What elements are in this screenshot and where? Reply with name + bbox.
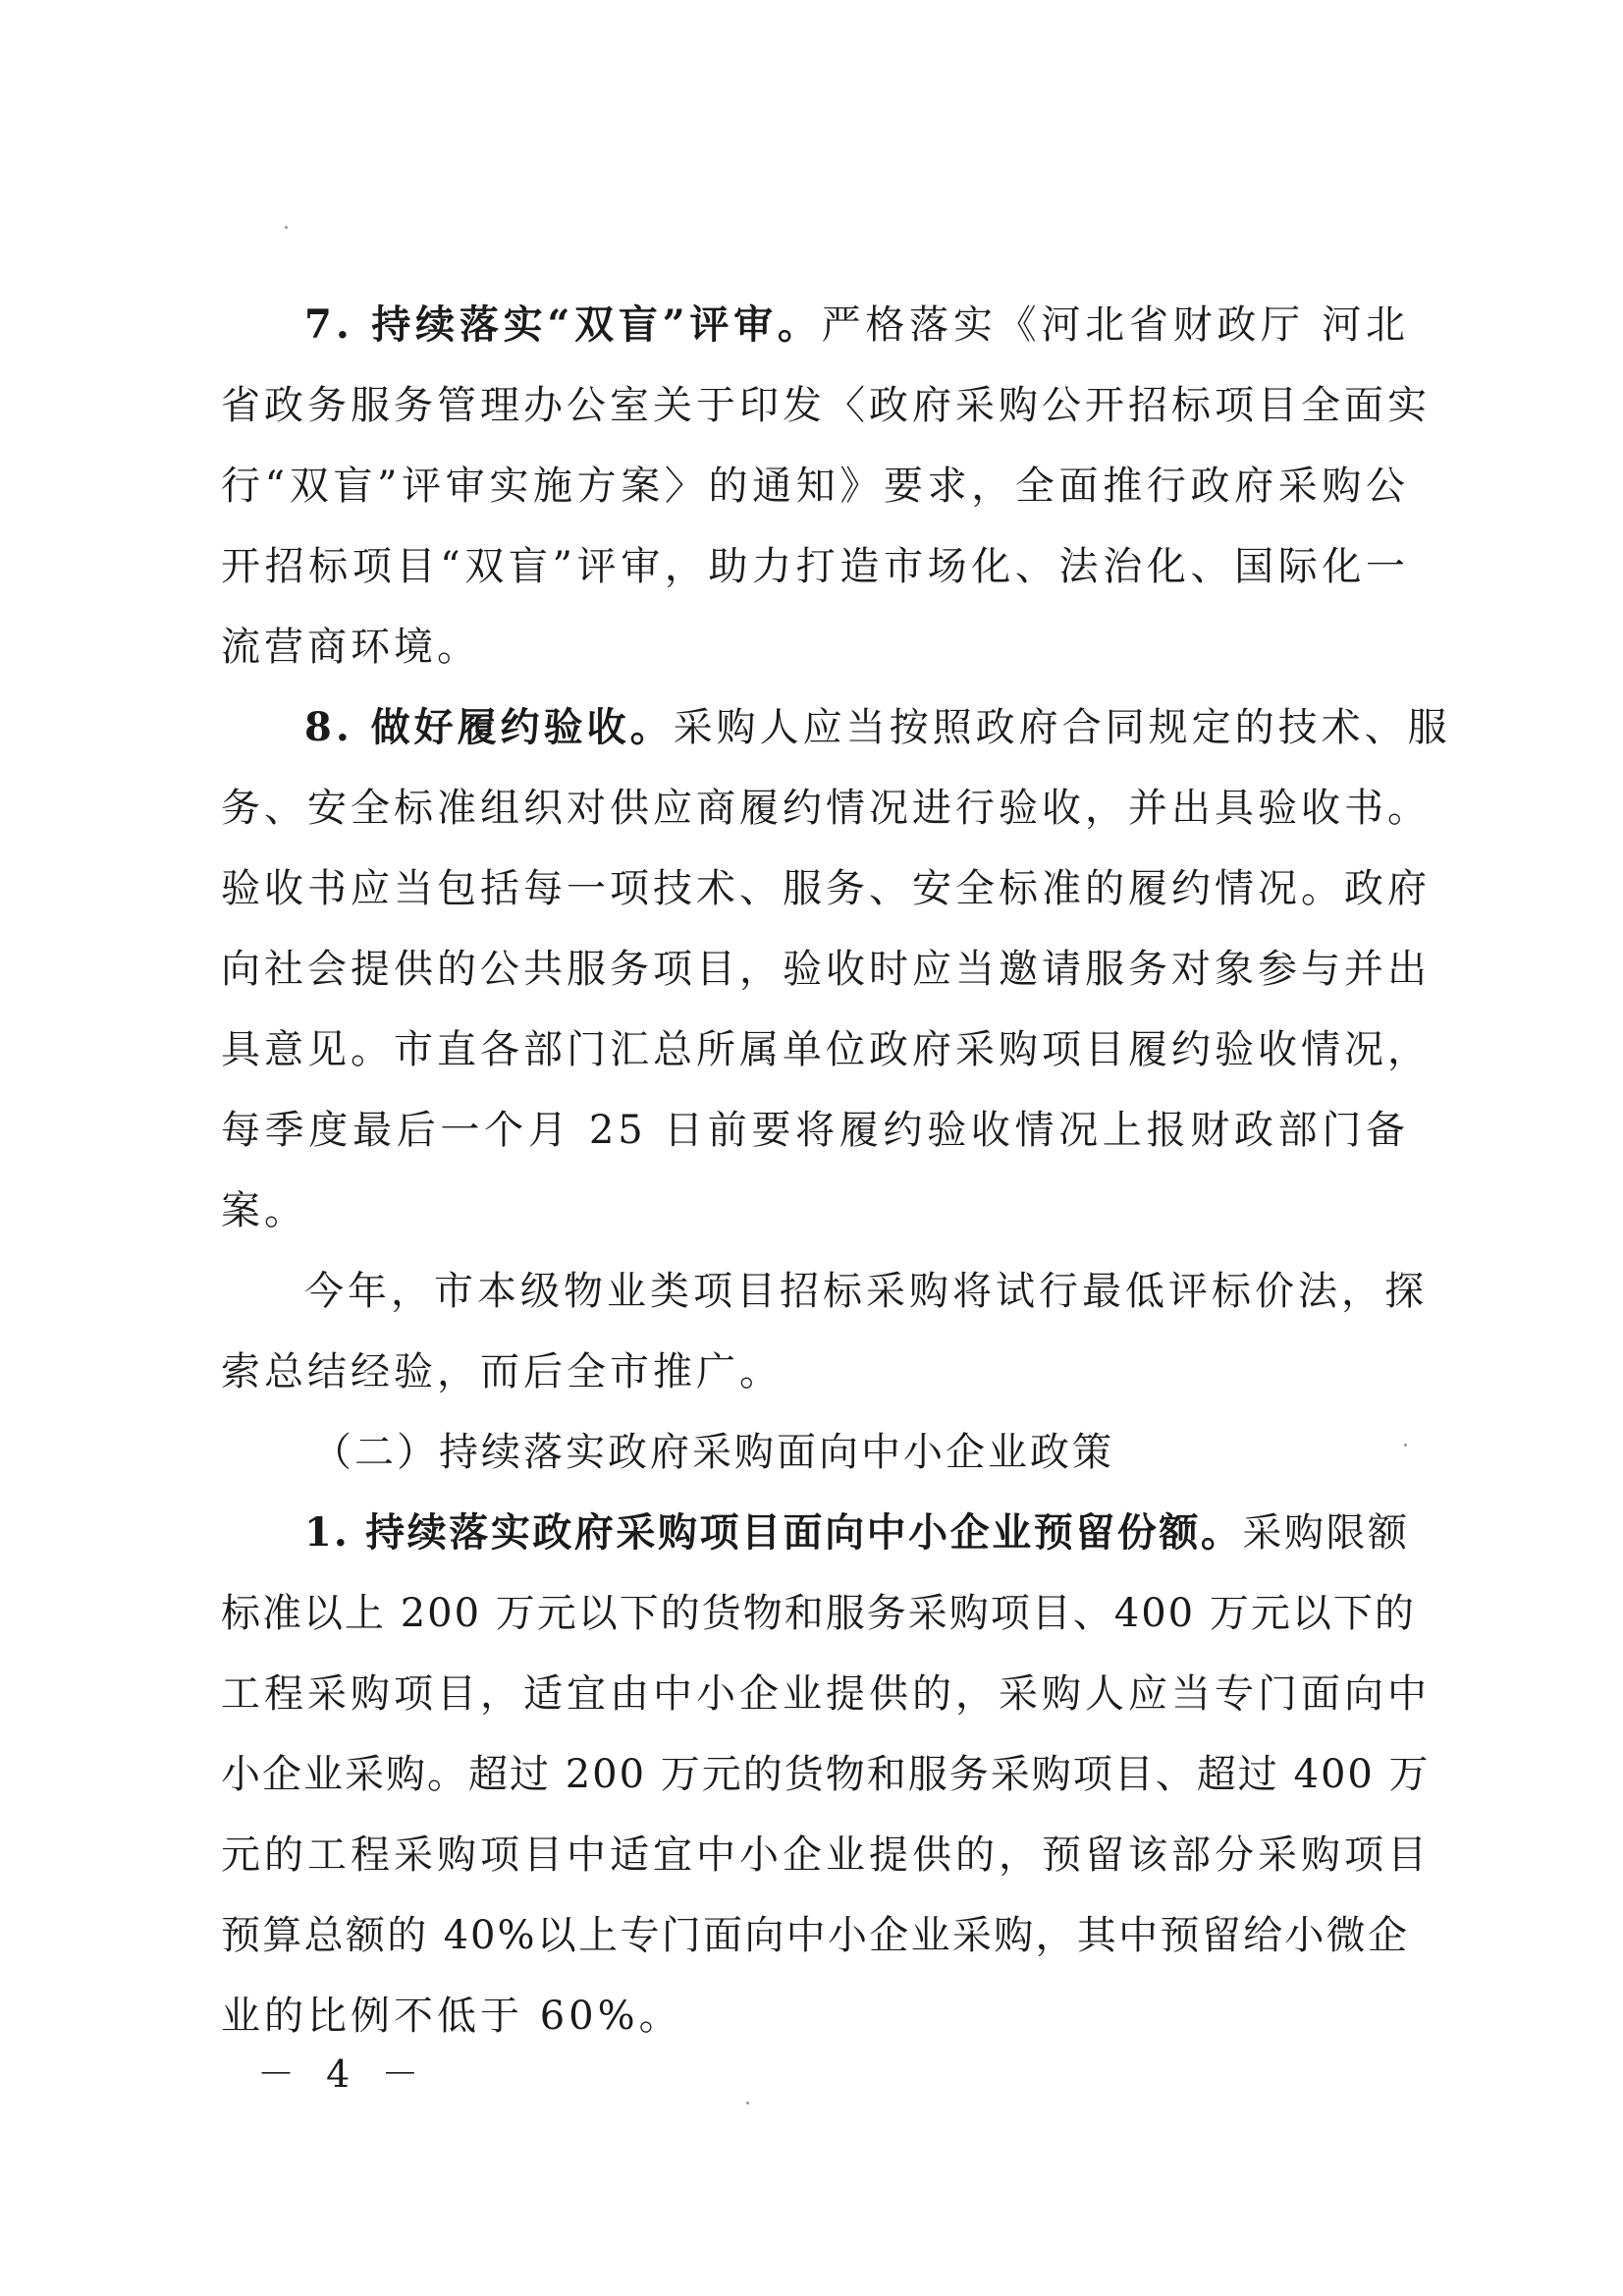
scan-speck: [746, 2102, 749, 2105]
paragraph-7-line-3: 行“双盲”评审实施方案〉的通知》要求，全面推行政府采购公: [221, 464, 1409, 509]
paragraph-1-line-3: 工程采购项目，适宜由中小企业提供的，采购人应当专门面向中: [221, 1671, 1431, 1717]
paragraph-8-line-2: 务、安全标准组织对供应商履约情况进行验收，并出具验收书。: [221, 786, 1431, 831]
paragraph-8-line-1: [304, 697, 1451, 758]
paragraph-8-text: 采购人应当按照政府合同规定的技术、服: [673, 705, 1451, 750]
paragraph-7-line-2: 省政务服务管理办公室关于印发〈政府采购公开招标项目全面实: [221, 383, 1431, 428]
paragraph-1-line-1: [304, 1503, 1409, 1563]
paragraph-8-line-4: 向社会提供的公共服务项目，验收时应当邀请服务对象参与并出: [221, 947, 1431, 992]
paragraph-8-line-3: 验收书应当包括每一项技术、服务、安全标准的履约情况。政府: [221, 866, 1431, 911]
page-number: － 4 －: [257, 2052, 429, 2096]
scan-speck: [1404, 1444, 1407, 1447]
paragraph-1-line-2: 标准以上 200 万元以下的货物和服务采购项目、400 万元以下的: [221, 1591, 1416, 1636]
paragraph-8-heading: 8. 做好履约验收。: [304, 704, 674, 750]
paragraph-7-line-5: 流营商环境。: [221, 625, 480, 670]
paragraph-this-year-line-2: 索总结经验，而后全市推广。: [221, 1349, 783, 1394]
section-2-heading: （二）持续落实政府采购面向中小企业政策: [312, 1430, 1114, 1475]
paragraph-this-year-line-1: 今年，市本级物业类项目招标采购将试行最低评标价法，探: [304, 1269, 1428, 1314]
paragraph-1-line-7: 业的比例不低于 60%。: [221, 1994, 682, 2039]
paragraph-7-line-4: 开招标项目“双盲”评审，助力打造市场化、法治化、国际化一: [221, 544, 1409, 589]
scan-speck: [285, 226, 288, 229]
paragraph-8-line-7: 案。: [221, 1188, 307, 1233]
paragraph-1-line-4: 小企业采购。超过 200 万元的货物和服务采购项目、超过 400 万: [221, 1752, 1431, 1797]
paragraph-8-line-5: 具意见。市直各部门汇总所属单位政府采购项目履约验收情况，: [221, 1027, 1431, 1072]
paragraph-1-line-5: 元的工程采购项目中适宜中小企业提供的，预留该部分采购项目: [221, 1832, 1431, 1878]
paragraph-1-text: 采购限额: [1242, 1510, 1410, 1556]
paragraph-7-heading: 7. 持续落实“双盲”评审。: [304, 301, 822, 348]
paragraph-1-heading: 1. 持续落实政府采购项目面向中小企业预留份额。: [304, 1509, 1243, 1556]
paragraph-7-line-1: [304, 295, 1409, 355]
paragraph-8-line-6: 每季度最后一个月 25 日前要将履约验收情况上报财政部门备: [221, 1108, 1409, 1153]
paragraph-1-line-6: 预算总额的 40%以上专门面向中小企业采购，其中预留给小微企: [221, 1913, 1409, 1958]
paragraph-7-text: 严格落实《河北省财政厅 河北: [821, 302, 1410, 348]
